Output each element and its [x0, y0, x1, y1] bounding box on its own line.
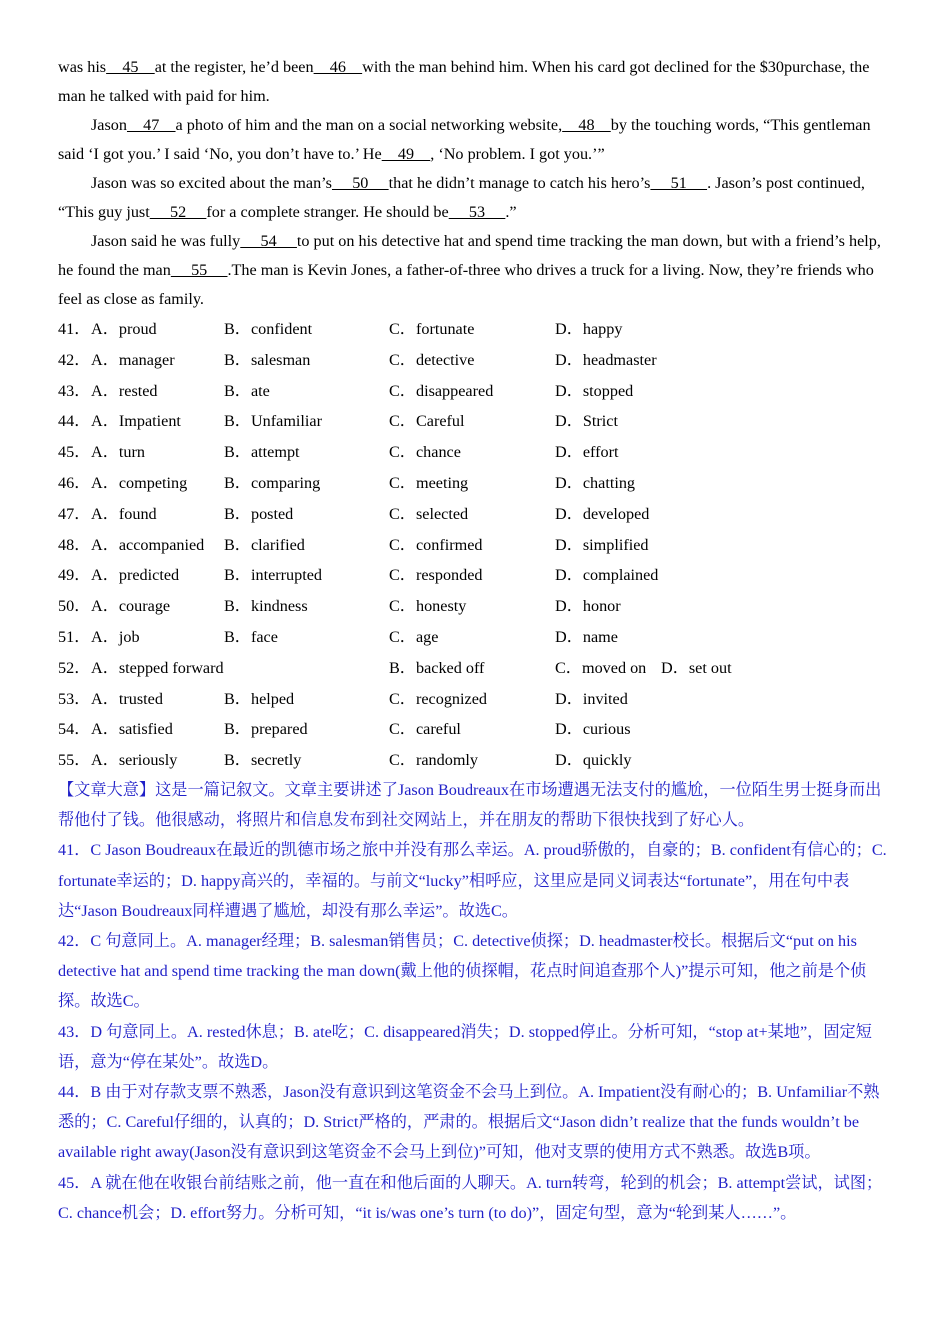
option-c: C．meeting	[389, 473, 469, 492]
question-number: 50．	[58, 597, 91, 616]
answer-explanations	[58, 775, 892, 1228]
option-a: A．satisfied	[91, 720, 173, 739]
blank-52: 52	[149, 203, 207, 221]
explanation-45: 45．A 就在他在收银台前结账之前，他一直在和他后面的人聊天。A. turn转弯，轮到的机会；B. attempt尝试，试图；C. chance机会；D. effort努力。分析可知，“it is/was one’s turn (to do)”，固定句型，意为“轮到某人……”。	[58, 1173, 883, 1222]
explanation-42: 42．C 句意同上。A. manager经理；B. salesman销售员；C. detective侦探；D. headmaster校长。根据后文“put on his detective hat and spend time tracking the man down(戴上他的侦探帽，花点时间追查那个人)”提示可知，他之前是个侦探。故选C。	[58, 932, 867, 1011]
blank-55: 55	[170, 261, 228, 279]
option-a: A．competing	[91, 473, 188, 492]
option-a: A．predicted	[91, 566, 180, 585]
option-d: D．name	[555, 627, 618, 646]
option-b: B．backed off	[389, 658, 485, 677]
option-a: A．found	[91, 504, 157, 523]
passage-text: by the touching words, “This gentleman said ‘I got you.’ I said ‘No, you don’t have to.’ He	[58, 116, 871, 163]
option-c: C．selected	[389, 504, 469, 523]
option-d: D．stopped	[555, 381, 634, 400]
option-d: D．quickly	[555, 751, 632, 770]
passage-paragraph-1	[58, 53, 892, 111]
option-row-44	[58, 406, 892, 437]
option-c: C．recognized	[389, 689, 487, 708]
question-number: 49．	[58, 566, 91, 585]
option-row-50	[58, 591, 892, 622]
passage-text: was his	[58, 58, 107, 76]
option-b: B．clarified	[224, 535, 305, 554]
option-d: D．Strict	[555, 412, 618, 431]
blank-46: 46	[313, 58, 363, 76]
question-number: 51．	[58, 627, 91, 646]
option-a: A．Impatient	[91, 412, 181, 431]
question-number: 54．	[58, 720, 91, 739]
option-a: A．job	[91, 627, 140, 646]
cloze-passage	[58, 53, 892, 314]
option-row-46	[58, 468, 892, 499]
passage-paragraph-2	[58, 111, 892, 169]
option-b: B．posted	[224, 504, 294, 523]
option-row-42	[58, 345, 892, 376]
option-row-48	[58, 530, 892, 561]
option-c: C．chance	[389, 443, 461, 462]
option-d: D．happy	[555, 320, 623, 338]
passage-text: .”	[505, 203, 517, 221]
option-d: D．chatting	[555, 473, 636, 492]
blank-45: 45	[106, 58, 155, 76]
option-b: B．ate	[224, 381, 270, 400]
question-number: 55．	[58, 751, 91, 770]
option-c: C．Careful	[389, 412, 465, 431]
option-c: C．confirmed	[389, 535, 483, 554]
question-number: 43．	[58, 381, 91, 400]
option-a: A．seriously	[91, 751, 178, 770]
option-b: B．secretly	[224, 751, 302, 770]
blank-51: 51	[650, 174, 708, 192]
question-number: 53．	[58, 689, 91, 708]
option-a: A．proud	[91, 320, 157, 338]
blank-54: 54	[240, 232, 297, 250]
option-row-47	[58, 499, 892, 530]
passage-text: to put on his detective hat and spend time tracking the man down, but with a friend’s help, he found the man	[58, 232, 881, 279]
question-number: 48．	[58, 535, 91, 554]
question-number: 47．	[58, 504, 91, 523]
option-d: D．developed	[555, 504, 650, 523]
option-d: D．effort	[555, 443, 619, 462]
passage-text: , ‘No problem. I got you.’”	[430, 145, 605, 163]
option-row-55	[58, 745, 892, 776]
option-c: C．fortunate	[389, 320, 475, 338]
option-a: A．rested	[91, 381, 158, 400]
blank-47: 47	[126, 116, 176, 134]
option-b: B．helped	[224, 689, 295, 708]
option-b: B．Unfamiliar	[224, 412, 323, 431]
option-b: B．salesman	[224, 350, 311, 369]
option-b: B．face	[224, 627, 278, 646]
passage-text: .The man is Kevin Jones, a father-of-three who drives a truck for a living. Now, they’re friends who feel as close as family.	[58, 261, 874, 308]
blank-48: 48	[562, 116, 611, 134]
blank-53: 53	[448, 203, 506, 221]
option-a: A．stepped forward	[91, 658, 224, 677]
option-b: B．interrupted	[224, 566, 323, 585]
option-c: C．moved on	[555, 658, 647, 677]
option-c: C．careful	[389, 720, 461, 739]
option-d: D．set out	[661, 658, 732, 677]
option-d: D．complained	[555, 566, 659, 585]
option-row-54	[58, 714, 892, 745]
option-a: A．turn	[91, 443, 145, 462]
option-b: B．confident	[224, 320, 313, 338]
option-b: B．attempt	[224, 443, 300, 462]
option-d: D．curious	[555, 720, 631, 739]
option-row-51	[58, 622, 892, 653]
passage-text: . Jason’s post continued, “This guy just	[58, 174, 865, 221]
question-number: 52．	[58, 658, 91, 677]
option-c: C．disappeared	[389, 381, 494, 400]
passage-text: Jason	[91, 116, 127, 134]
option-a: A．trusted	[91, 689, 163, 708]
passage-paragraph-4	[58, 227, 892, 314]
option-c: C．randomly	[389, 751, 479, 770]
option-row-53	[58, 684, 892, 715]
option-row-43	[58, 376, 892, 407]
option-c: C．detective	[389, 350, 475, 369]
blank-49: 49	[381, 145, 431, 163]
question-number: 41．	[58, 320, 91, 338]
blank-50: 50	[331, 174, 389, 192]
explanation-44: 44．B 由于对存款支票不熟悉，Jason没有意识到这笔资金不会马上到位。A. Impatient没有耐心的；B. Unfamiliar不熟悉的；C. Careful仔细的，认真的；D. Strict严格的，严肃的。根据后文“Jason didn’t realize that the funds wouldn’t be available right away(Jason没有意识到这笔资金不会马上到位)”可知，他对支票的使用方式不熟悉。故选B项。	[58, 1083, 880, 1162]
option-d: D．headmaster	[555, 350, 657, 369]
option-c: C．age	[389, 627, 439, 646]
option-b: B．comparing	[224, 473, 321, 492]
option-a: A．manager	[91, 350, 175, 369]
option-a: A．accompanied	[91, 535, 205, 554]
answer-options	[58, 314, 892, 776]
passage-text: that he didn’t manage to catch his hero’s	[388, 174, 651, 192]
option-row-41	[58, 314, 892, 345]
option-d: D．honor	[555, 597, 621, 616]
option-row-45	[58, 437, 892, 468]
passage-text: at the register, he’d been	[154, 58, 314, 76]
passage-text: Jason was so excited about the man’s	[91, 174, 332, 192]
passage-text: with the man behind him. When his card got declined for the $30purchase, the man he talked with paid for him.	[58, 58, 870, 105]
option-c: C．responded	[389, 566, 483, 585]
question-number: 45．	[58, 443, 91, 462]
option-b: B．prepared	[224, 720, 308, 739]
option-b: B．kindness	[224, 597, 308, 616]
passage-text: a photo of him and the man on a social networking website,	[175, 116, 563, 134]
option-row-49	[58, 560, 892, 591]
explanation-41: 41．C Jason Boudreaux在最近的凯德市场之旅中并没有那么幸运。A. proud骄傲的，自豪的；B. confident有信心的；C. fortunate幸运的；D. happy高兴的，幸福的。与前文“lucky”相呼应，这里应是同义词表达“fortunate”，用在句中表达“Jason Boudreaux同样遭遇了尴尬，却没有那么幸运”。故选C。	[58, 841, 887, 920]
option-d: D．invited	[555, 689, 628, 708]
passage-text: for a complete stranger. He should be	[206, 203, 449, 221]
explanation-43: 43．D 句意同上。A. rested休息；B. ate吃；C. disappeared消失；D. stopped停止。分析可知，“stop at+某地”，固定短语，意为“停在某处”。故选D。	[58, 1022, 872, 1071]
option-d: D．simplified	[555, 535, 649, 554]
summary-paragraph: 【文章大意】这是一篇记叙文。文章主要讲述了Jason Boudreaux在市场遭遇无法支付的尴尬，一位陌生男士挺身而出帮他付了钱。他很感动，将照片和信息发布到社交网站上，并在朋友的帮助下很快找到了好心人。	[58, 781, 882, 830]
passage-text: Jason said he was fully	[91, 232, 241, 250]
option-c: C．honesty	[389, 597, 467, 616]
option-row-52	[58, 653, 892, 684]
option-a: A．courage	[91, 597, 171, 616]
question-number: 42．	[58, 350, 91, 369]
question-number: 44．	[58, 412, 91, 431]
passage-paragraph-3	[58, 169, 892, 227]
question-number: 46．	[58, 473, 91, 492]
